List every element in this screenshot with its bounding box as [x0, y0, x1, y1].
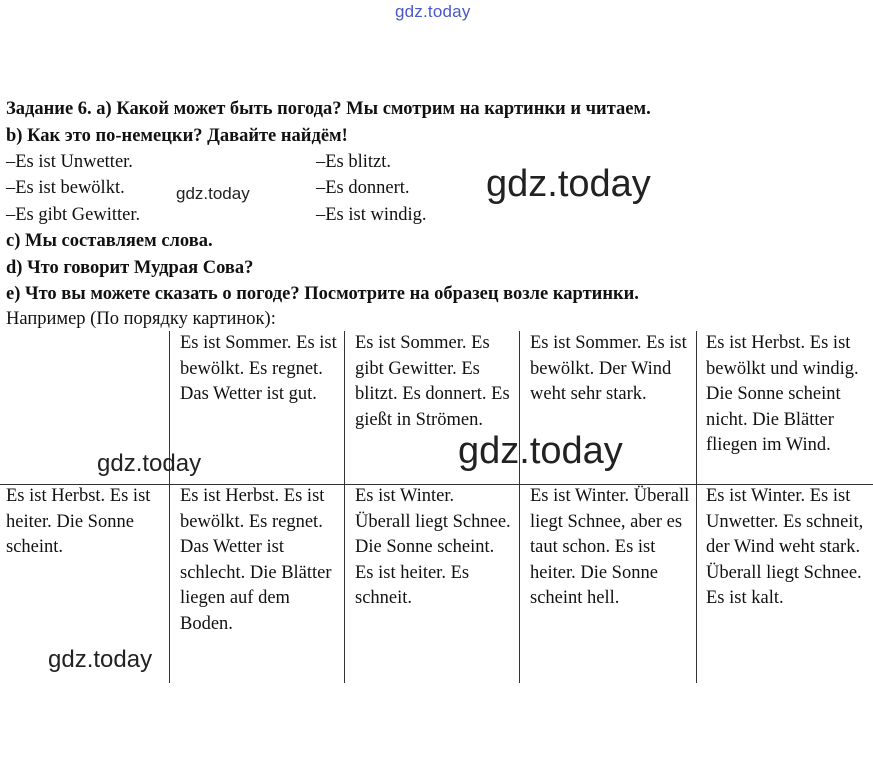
- phrase-right-2: –Es donnert.: [316, 178, 410, 198]
- phrase-left-3: –Es gibt Gewitter.: [6, 205, 141, 225]
- task-e: e) Что вы можете сказать о погоде? Посмотрите на образец возле картинки.: [6, 284, 639, 304]
- table-cell-r2c2: Es ist Herbst. Es ist bewölkt. Es regnet. Das Wetter ist schlecht. Die Blätter liegen auf dem Boden.: [180, 486, 332, 634]
- task-b: b) Как это по-немецки? Давайте найдём!: [6, 126, 348, 146]
- example-label: Например (По порядку картинок):: [6, 309, 276, 329]
- watermark-mid-2: gdz.today: [48, 646, 153, 673]
- watermark-mid-1: gdz.today: [97, 450, 202, 477]
- phrase-right-1: –Es blitzt.: [316, 152, 392, 172]
- watermark-top: gdz.today: [395, 2, 471, 21]
- table-cell-r2c1: Es ist Herbst. Es ist heiter. Die Sonne scheint.: [6, 486, 151, 557]
- table-cell-r2c4: Es ist Winter. Überall liegt Schnee, aber es taut schon. Es ist heiter. Die Sonne scheint hell.: [530, 486, 690, 608]
- table-divider-3: [519, 331, 520, 683]
- table-divider-4: [696, 331, 697, 683]
- watermark-big-1: gdz.today: [486, 163, 651, 205]
- table-cell-r1c4: Es ist Sommer. Es ist bewölkt. Der Wind weht sehr stark.: [530, 333, 687, 404]
- phrase-right-3: –Es ist windig.: [316, 205, 427, 225]
- table-cell-r1c2: Es ist Sommer. Es ist bewölkt. Es regnet. Das Wetter ist gut.: [180, 333, 337, 404]
- table-divider-2: [344, 331, 345, 683]
- table-cell-r1c3: Es ist Sommer. Es gibt Gewitter. Es blitzt. Es donnert. Es gießt in Strömen.: [355, 333, 510, 430]
- task-c: c) Мы составляем слова.: [6, 231, 213, 251]
- task-title: Задание 6. а) Какой может быть погода? Мы смотрим на картинки и читаем.: [6, 99, 651, 119]
- table-cell-r2c3: Es ist Winter. Überall liegt Schnee. Die Sonne scheint. Es ist heiter. Es schneit.: [355, 486, 511, 608]
- task-d: d) Что говорит Мудрая Сова?: [6, 258, 254, 278]
- watermark-big-2: gdz.today: [458, 430, 623, 472]
- phrase-left-2: –Es ist bewölkt.: [6, 178, 125, 198]
- table-divider-1: [169, 331, 170, 683]
- table-cell-r2c5: Es ist Winter. Es ist Unwetter. Es schneit, der Wind weht stark. Überall liegt Schnee. Es ist kalt.: [706, 486, 864, 608]
- watermark-small: gdz.today: [176, 184, 250, 203]
- table-cell-r1c5: Es ist Herbst. Es ist bewölkt und windig. Die Sonne scheint nicht. Die Blätter fliegen im Wind.: [706, 333, 859, 455]
- phrase-left-1: –Es ist Unwetter.: [6, 152, 133, 172]
